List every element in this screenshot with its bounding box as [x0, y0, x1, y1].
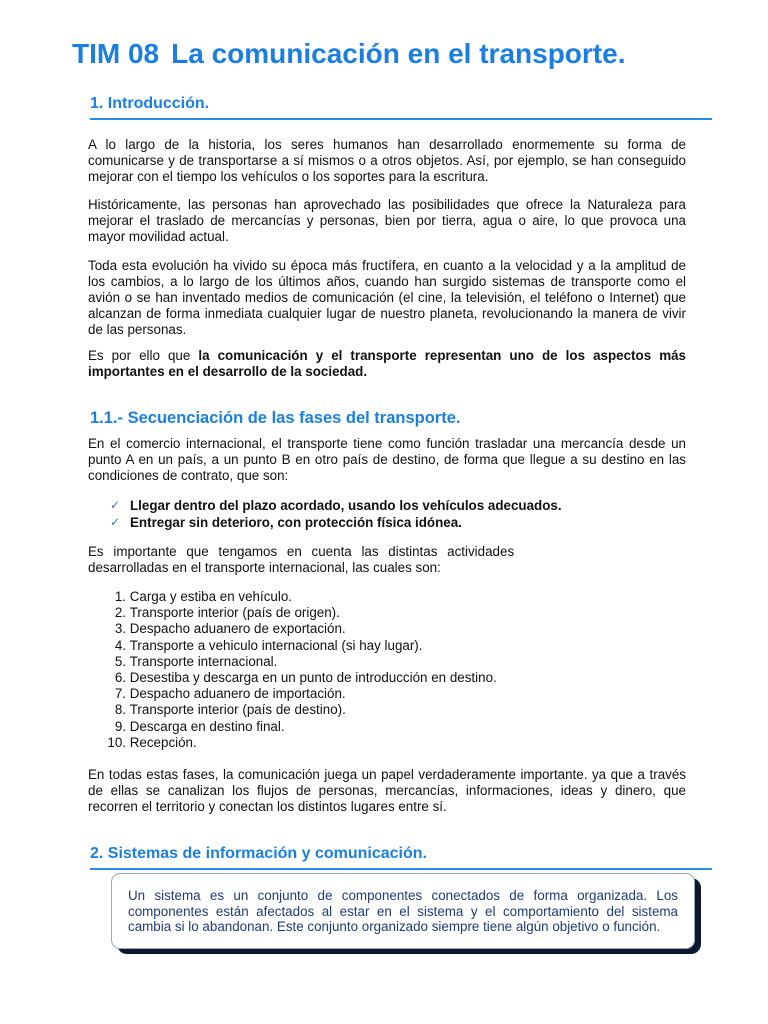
intro-paragraph-4: [88, 348, 686, 380]
list-text: Despacho aduanero de importación.: [129, 686, 346, 702]
list-item: [100, 686, 497, 702]
list-text: Desestiba y descarga en un punto de introducción en destino.: [129, 670, 497, 686]
contract-conditions-list: [110, 497, 562, 531]
list-text: Transporte interior (país de origen).: [129, 605, 340, 621]
list-item: [100, 621, 497, 637]
section-heading-secuenciacion: 1.1.- Secuenciación de las fases del transporte.: [90, 409, 461, 427]
transport-paragraph-2: [88, 544, 686, 576]
title-code: TIM 08: [72, 38, 160, 69]
transport-p2-line2: desarrolladas en el transporte internacional, las cuales son:: [88, 560, 441, 575]
list-number: 9.: [114, 718, 126, 734]
page-title: [72, 38, 625, 70]
definition-box: [111, 873, 695, 949]
intro-paragraph-3: Toda esta evolución ha vivido su época más fructífera, en cuanto a la velocidad y a la amplitud de los cambios, a lo largo de los últimos años, cuando han surgido sistemas de transporte como el avión o se han inventado medios de comunicación (el cine, la televisión, el teléfono o Internet) que alcanzan de forma inmediata cualquier lugar de nuestro planeta, revolucionando la manera de vivir de las personas.: [88, 258, 686, 337]
list-number: 4.: [114, 637, 126, 653]
list-number: 2.: [114, 605, 126, 621]
section-heading-introduccion: 1. Introducción.: [90, 95, 712, 120]
list-text: Transporte interior (país de destino).: [129, 702, 346, 718]
condition-text: Llegar dentro del plazo acordado, usando los vehículos adecuados.: [130, 498, 562, 513]
intro-paragraph-1: A lo largo de la historia, los seres humanos han desarrollado enormemente su forma de comunicarse y de transportarse a sí mismos o a otros objetos. Así, por ejemplo, se han conseguido mejorar con el tiempo los vehículos o los soportes para la escritura.: [88, 137, 686, 184]
check-icon: ✓: [110, 498, 121, 512]
list-item: [100, 719, 497, 735]
list-text: Despacho aduanero de exportación.: [129, 621, 346, 637]
list-number: 7.: [114, 686, 126, 702]
intro-p4-prefix: Es por ello que: [88, 348, 199, 363]
list-number: 5.: [114, 653, 126, 669]
list-number: 10.: [107, 734, 126, 750]
definition-text: Un sistema es un conjunto de componentes conectados de forma organizada. Los componentes están afectados al estar en el sistema y el comportamiento del sistema cambia si lo abandonan. Este conjunto organizado siempre tiene algún objetivo o función.: [128, 888, 678, 934]
list-item: [100, 589, 497, 605]
list-text: Carga y estiba en vehículo.: [129, 589, 293, 604]
section-heading-sistemas: 2. Sistemas de información y comunicación.: [90, 845, 712, 870]
check-icon: ✓: [110, 515, 121, 529]
transport-paragraph-1: En el comercio internacional, el transporte tiene como función trasladar una mercancía desde un punto A en un país, a un punto B en otro país de destino, de forma que llegue a su destino en las condiciones de contrato, que son:: [88, 436, 686, 483]
list-item: [100, 702, 497, 718]
list-item: [100, 654, 497, 670]
intro-p4-bold: la comunicación y el transporte representan uno de los aspectos más importantes en el desarrollo de la sociedad.: [88, 348, 686, 379]
transport-phases-list: [100, 589, 497, 751]
list-number: 6.: [114, 670, 126, 686]
list-number: 3.: [114, 621, 126, 637]
list-item: [110, 497, 562, 514]
list-text: Recepción.: [129, 734, 197, 750]
condition-text: Entregar sin deterioro, con protección física idónea.: [130, 515, 462, 530]
list-text: Transporte internacional.: [129, 653, 278, 669]
title-text: La comunicación en el transporte.: [171, 38, 626, 69]
transport-p2-line1: Es importante que tengamos en cuenta las distintas actividades: [88, 544, 515, 559]
list-item: [100, 605, 497, 621]
list-number: 8.: [114, 702, 126, 718]
list-item: [110, 514, 562, 531]
list-item: [100, 638, 497, 654]
list-text: Descarga en destino final.: [129, 718, 285, 734]
list-text: Transporte a vehiculo internacional (si hay lugar).: [129, 637, 423, 653]
list-number: 1.: [114, 589, 126, 604]
transport-paragraph-3: En todas estas fases, la comunicación juega un papel verdaderamente importante. ya que a través de ellas se canalizan los flujos de personas, mercancías, informaciones, ideas y dinero, que recorren el territorio y conectan los distintos lugares entre sí.: [88, 767, 686, 814]
list-item: [100, 670, 497, 686]
list-item: [100, 735, 497, 751]
intro-paragraph-2: Históricamente, las personas han aprovechado las posibilidades que ofrece la Naturaleza para mejorar el traslado de mercancías y personas, bien por tierra, agua o aire, lo que provoca una mayor movilidad actual.: [88, 197, 686, 244]
